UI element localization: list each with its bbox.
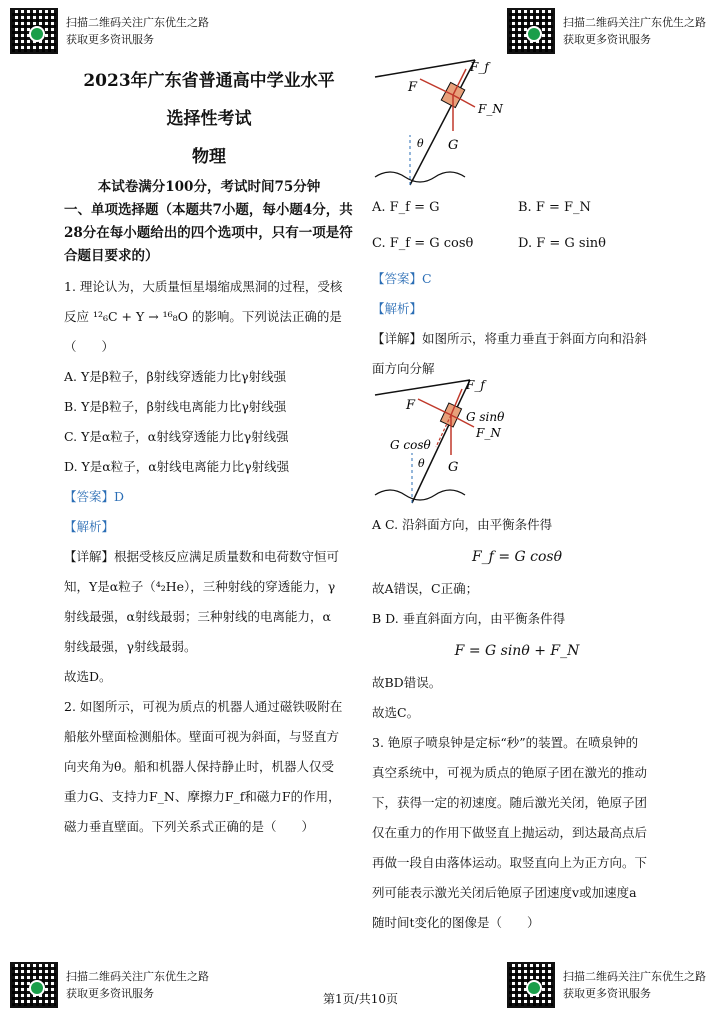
header-line2: 获取更多资讯服务 xyxy=(563,33,651,46)
q2-detail2: 面方向分解 xyxy=(372,361,435,376)
q1-option-c: C. Y是α粒子，α射线穿透能力比γ射线强 xyxy=(64,429,289,444)
q2-analysis: 【解析】 xyxy=(372,301,423,316)
q2-option-c: C. F_f = G cosθ xyxy=(372,236,474,251)
q1-answer: 【答案】D xyxy=(64,489,125,504)
label-Ff: F_f xyxy=(466,378,485,392)
header-line2: 获取更多资讯服务 xyxy=(563,987,651,1000)
q3-stem2: 真空系统中，可视为质点的铯原子团在激光的推动 xyxy=(372,765,648,780)
q2-stem3: 向夹角为θ。船和机器人保持静止时，机器人仅受 xyxy=(64,759,335,774)
q2-detail1: 【详解】如图所示，将重力垂直于斜面方向和沿斜 xyxy=(372,331,648,346)
q1-conclusion: 故选D。 xyxy=(64,669,112,684)
label-F: F xyxy=(406,398,416,413)
q2-equation2: F = G sinθ + F_N xyxy=(454,643,580,659)
q2-conclusion: 故选C。 xyxy=(372,705,420,720)
q1-option-d: D. Y是α粒子，α射线电离能力比γ射线强 xyxy=(64,459,290,474)
q3-stem4: 仅在重力的作用下做竖直上抛运动，到达最高点后 xyxy=(372,825,648,840)
q1-detail3: 射线最强，α射线最弱；三种射线的电离能力，α xyxy=(64,609,331,624)
q2-equation1: F_f = G cosθ xyxy=(471,549,563,565)
label-Gcos: G cosθ xyxy=(390,438,431,452)
q2-option-a: A. F_f = G xyxy=(372,200,440,215)
q2-figure-decomposition xyxy=(370,375,520,507)
q1-detail4: 射线最强，γ射线最弱。 xyxy=(64,639,197,654)
header-line1: 扫描二维码关注广东优生之路 xyxy=(66,16,209,29)
label-theta: θ xyxy=(418,457,425,470)
q1-option-a: A. Y是β粒子，β射线穿透能力比γ射线强 xyxy=(64,369,287,384)
section-heading: 一、单项选择题（本题共7小题，每小题4分，共28分在每小题给出的四个选项中，只有一项是符合题目要求的） xyxy=(64,202,353,264)
q3-stem5: 再做一段自由落体运动。取竖直向上为正方向。下 xyxy=(372,855,648,870)
qr-code-top-right xyxy=(507,8,555,54)
q2-ac-result: 故A错误，C正确； xyxy=(372,581,479,596)
q1-stem3: （ ） xyxy=(64,339,115,354)
q1-stem2: 反应 ¹²₆C + Y → ¹⁶₈O 的影响。下列说法正确的是 xyxy=(64,309,342,324)
q3-stem7: 随时间t变化的图像是（ ） xyxy=(372,915,540,930)
q3-stem3: 下，获得一定的初速度。随后激光关闭，铯原子团 xyxy=(372,795,648,810)
q1-option-b: B. Y是β粒子，β射线电离能力比γ射线强 xyxy=(64,399,287,414)
q2-stem5: 磁力垂直壁面。下列关系式正确的是（ ） xyxy=(64,819,315,834)
q1-analysis: 【解析】 xyxy=(64,519,115,534)
label-Ff: F_f xyxy=(470,60,489,74)
exam-title-line2: 选择性考试 xyxy=(166,109,252,129)
q1-detail1: 【详解】根据受核反应满足质量数和电荷数守恒可 xyxy=(64,549,340,564)
q2-option-d: D. F = G sinθ xyxy=(518,236,606,251)
exam-title-line1: 2023年广东省普通高中学业水平 xyxy=(83,71,335,91)
q2-stem2: 船舷外壁面检测船体。壁面可视为斜面，与竖直方 xyxy=(64,729,340,744)
q2-bd-text: B D. 垂直斜面方向，由平衡条件得 xyxy=(372,611,566,626)
subject-title: 物理 xyxy=(192,147,226,167)
q2-ac-text: A C. 沿斜面方向，由平衡条件得 xyxy=(372,517,553,532)
header-line2: 获取更多资讯服务 xyxy=(66,33,154,46)
header-line1: 扫描二维码关注广东优生之路 xyxy=(563,970,706,983)
q2-answer: 【答案】C xyxy=(372,271,432,286)
label-G: G xyxy=(448,460,459,475)
right-column-upper xyxy=(372,264,662,384)
q2-bd-result: 故BD错误。 xyxy=(372,675,442,690)
q2-stem1: 2. 如图所示，可视为质点的机器人通过磁铁吸附在 xyxy=(64,699,343,714)
exam-info: 本试卷满分100分，考试时间75分钟 xyxy=(97,179,321,195)
q3-stem1: 3. 铯原子喷泉钟是定标“秒”的装置。在喷泉钟的 xyxy=(372,735,639,750)
page-number: 第1页/共10页 xyxy=(323,992,398,1006)
qr-code-top-left xyxy=(10,8,58,54)
label-FN: F_N xyxy=(478,102,503,116)
label-theta: θ xyxy=(417,137,424,150)
header-text-top-right xyxy=(563,14,706,48)
header-line1: 扫描二维码关注广东优生之路 xyxy=(66,970,209,983)
header-line1: 扫描二维码关注广东优生之路 xyxy=(563,16,706,29)
label-Gsin: G sinθ xyxy=(466,410,505,424)
q1-stem1: 1. 理论认为，大质量恒星塌缩成黑洞的过程，受核 xyxy=(64,279,343,294)
label-F: F xyxy=(408,80,418,95)
header-text-top-left xyxy=(66,14,209,48)
label-G: G xyxy=(448,138,459,153)
left-column xyxy=(64,62,354,842)
right-column-lower xyxy=(372,510,662,938)
label-FN: F_N xyxy=(476,426,501,440)
q2-figure-wall-robot xyxy=(370,55,520,190)
q2-option-b: B. F = F_N xyxy=(518,200,591,215)
q3-stem6: 列可能表示激光关闭后铯原子团速度v或加速度a xyxy=(372,885,637,900)
q1-detail2: 知，Y是α粒子（⁴₂He），三种射线的穿透能力，γ xyxy=(64,579,336,594)
q2-stem4: 重力G、支持力F_N、摩擦力F_f和磁力F的作用， xyxy=(64,789,341,804)
header-line2: 获取更多资讯服务 xyxy=(66,987,154,1000)
